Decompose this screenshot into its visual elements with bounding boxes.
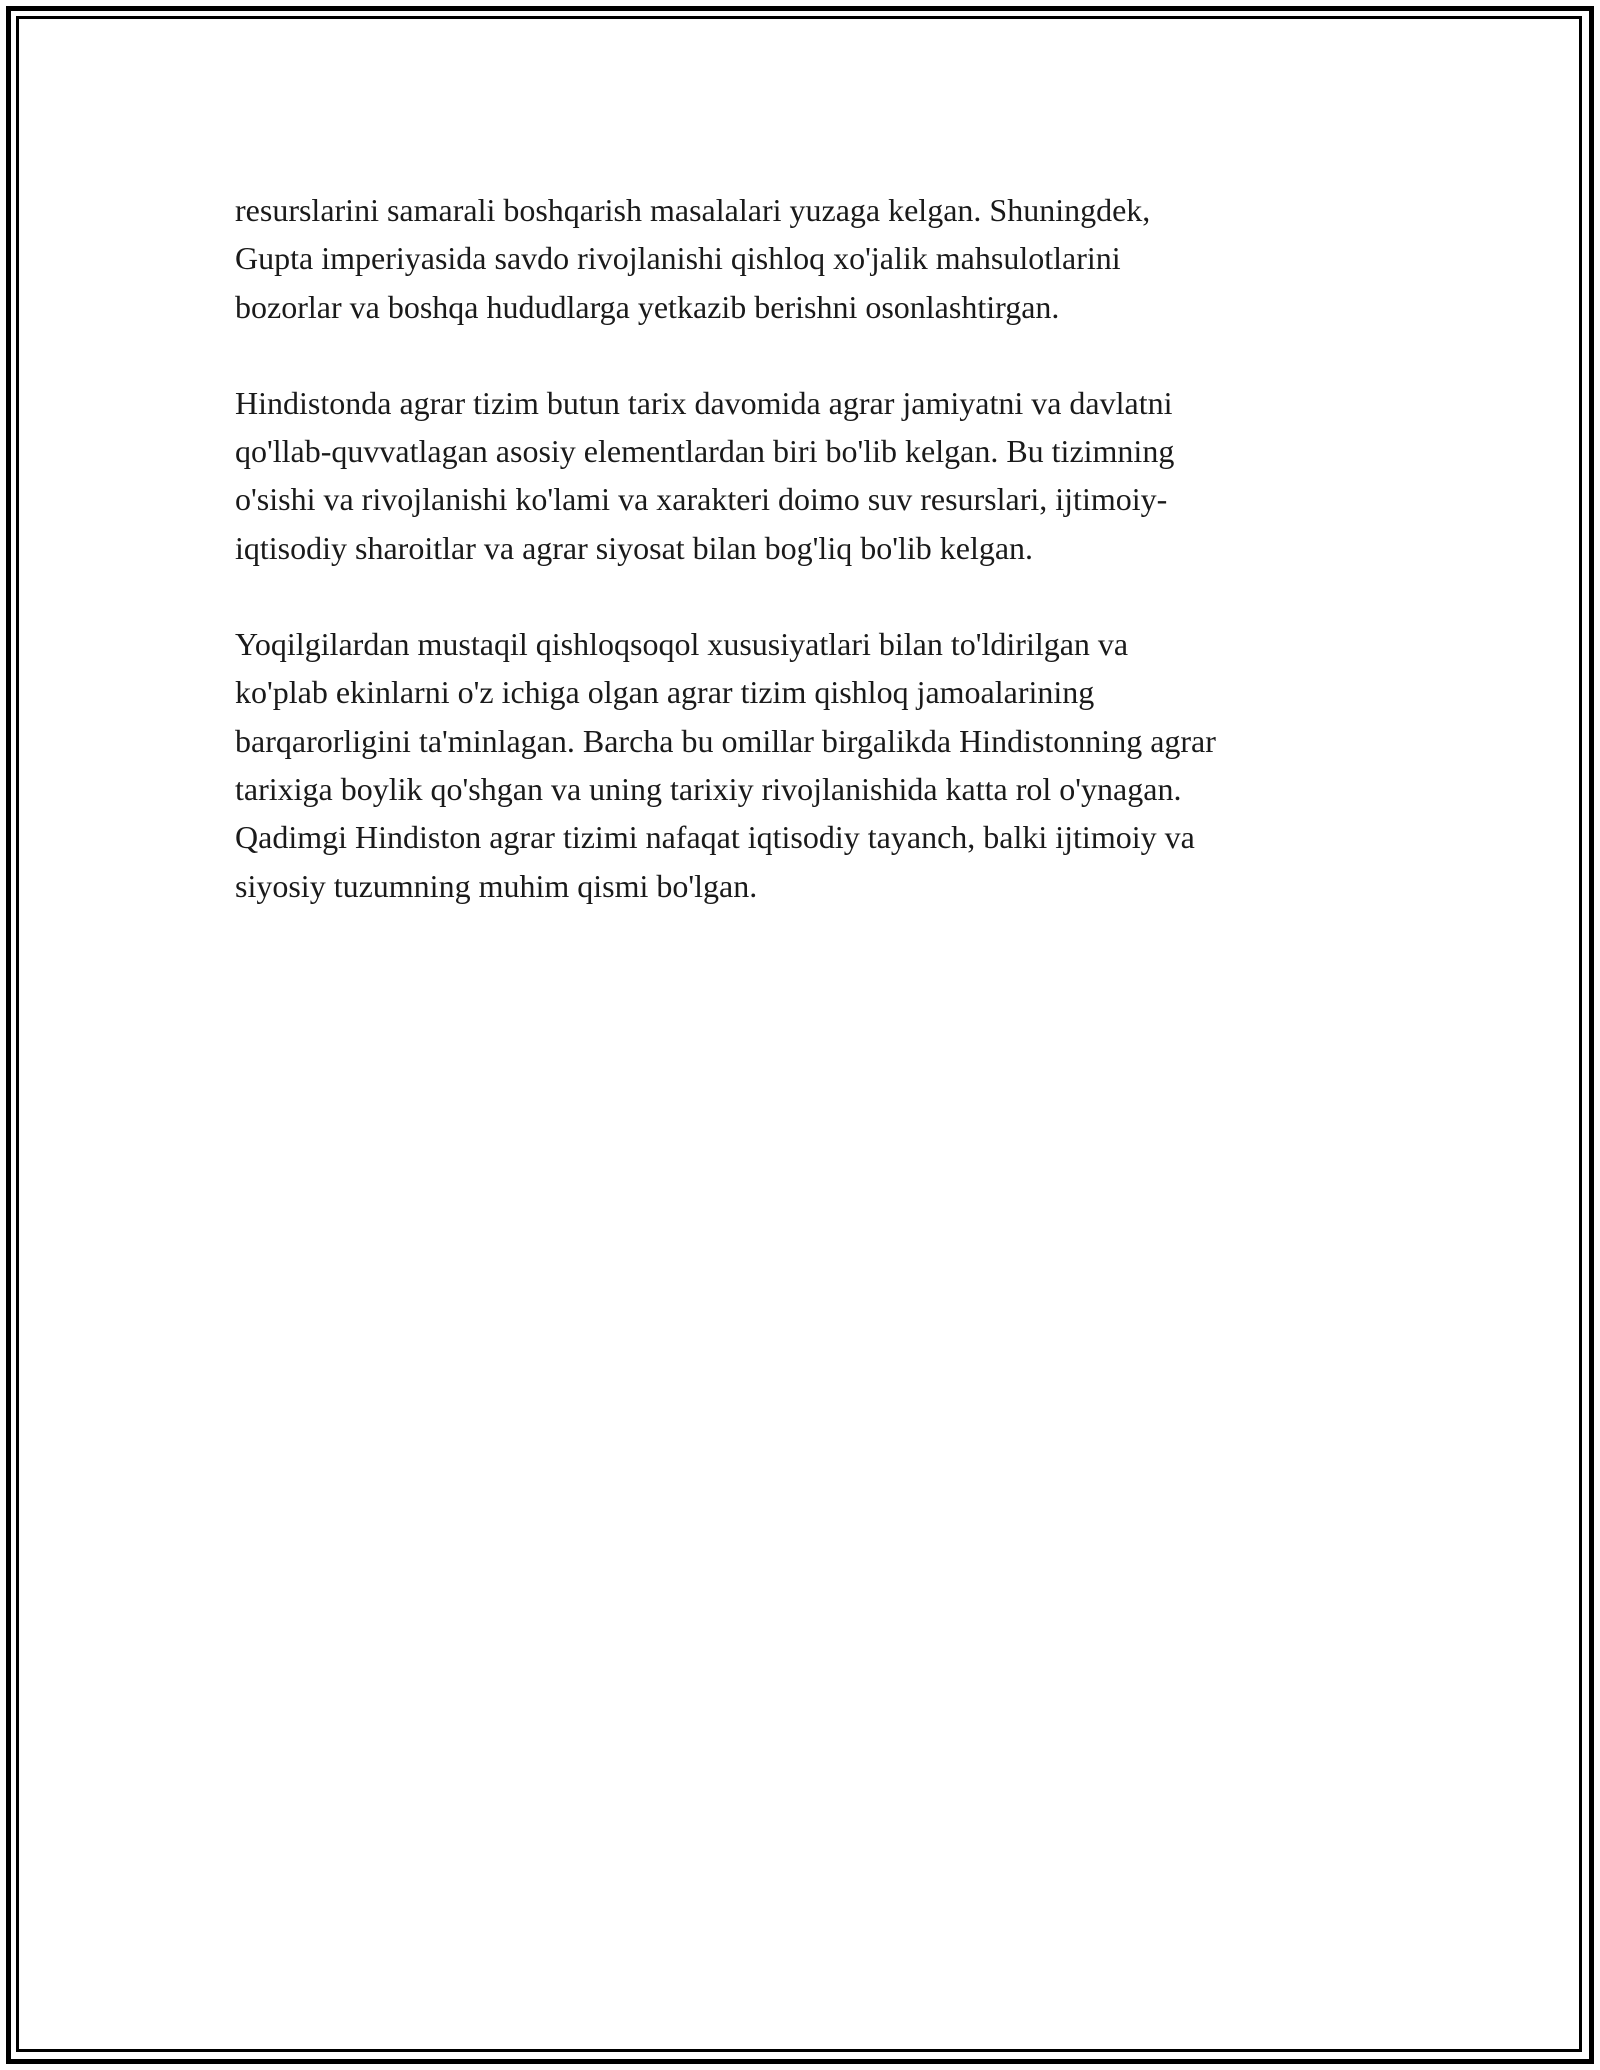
paragraph-3: Yoqilgilardan mustaqil qishloqsoqol xususiyatlari bilan to'ldirilgan va ko'plab ekinlarni o'z ichiga olgan agrar tizim qishloq jamoalarining barqarorligini ta'minlagan. Barcha bu omillar birgalikda Hindistonning agrar tarixiga boylik qo'shgan va uning tarixiy rivojlanishida katta rol o'ynagan. Qadimgi Hindiston agrar tizimi nafaqat iqtisodiy tayanch, balki ijtimoiy va siyosiy tuzumning muhim qismi bo'lgan. [235,626,1216,904]
document-body [235,186,1385,958]
paragraph-2: Hindistonda agrar tizim butun tarix davomida agrar jamiyatni va davlatni qo'llab-quvvatlagan asosiy elementlardan biri bo'lib kelgan. Bu tizimning o'sishi va rivojlanishi ko'lami va xarakteri doimo suv resurslari, ijtimoiy- iqtisodiy sharoitlar va agrar siyosat bilan bog'liq bo'lib kelgan. [235,384,1175,566]
paragraph-1: resurslarini samarali boshqarish masalalari yuzaga kelgan. Shuningdek, Gupta imperiyasida savdo rivojlanishi qishloq xo'jalik mahsulotlarini bozorlar va boshqa hududlarga yetkazib berishni osonlashtirgan. [235,192,1151,325]
